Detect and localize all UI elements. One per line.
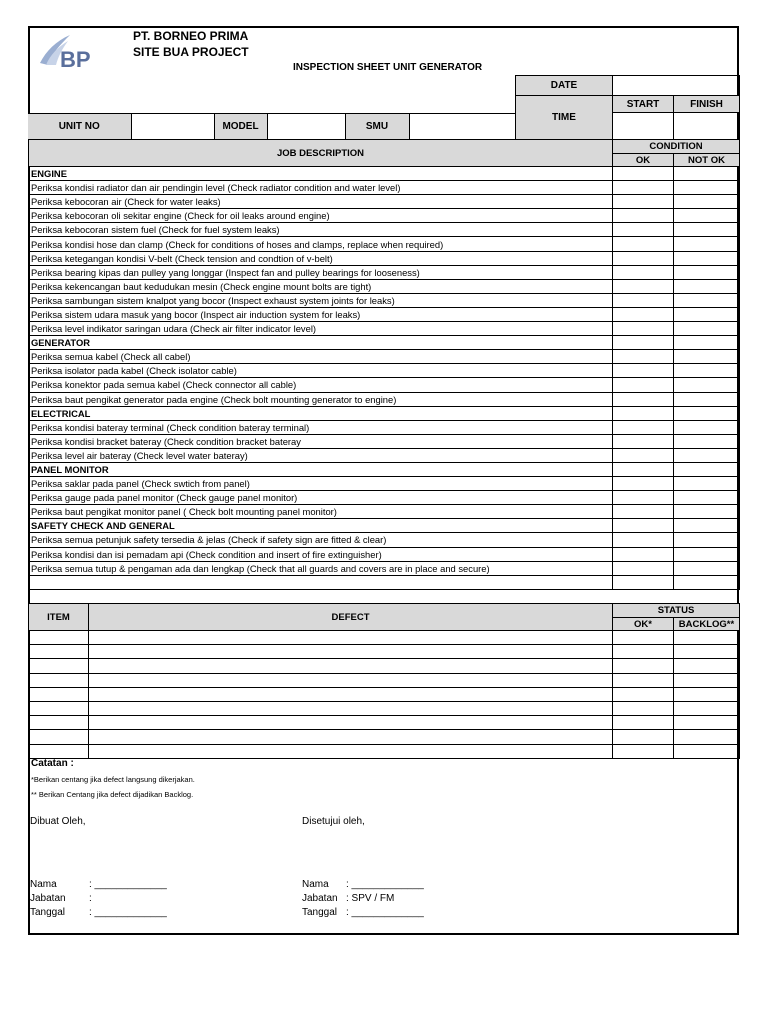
checklist-row	[29, 533, 740, 547]
not-ok-checkbox-cell[interactable]	[674, 350, 740, 364]
checklist-item-text: Periksa bearing kipas dan pulley yang longgar (Inspect fan and pulley bearings for looseness)	[29, 265, 613, 279]
item-cell[interactable]	[29, 716, 89, 730]
left-nama-row	[30, 879, 167, 890]
ok-checkbox-cell[interactable]	[613, 491, 674, 505]
defect-cell[interactable]	[89, 744, 613, 758]
defect-row	[29, 673, 740, 687]
checklist-item-text: Periksa kondisi dan isi pemadam api (Check condition and insert of fire extinguisher)	[29, 547, 613, 561]
defect-cell[interactable]	[89, 701, 613, 715]
right-tanggal-value[interactable]: : _____________	[346, 907, 424, 918]
checklist-item-text: Periksa kondisi bracket bateray (Check condition bracket bateray	[29, 434, 613, 448]
defect-table	[28, 603, 740, 759]
checklist-row	[29, 561, 740, 575]
right-jabatan-value[interactable]: : SPV / FM	[346, 893, 395, 904]
ok-checkbox-cell	[613, 462, 674, 476]
right-jabatan-row	[302, 893, 394, 904]
right-jabatan-label: Jabatan	[302, 893, 338, 904]
ok-checkbox-cell[interactable]	[613, 505, 674, 519]
status-backlog-cell[interactable]	[674, 744, 740, 758]
not-ok-checkbox-cell[interactable]	[674, 575, 740, 589]
unit-info-row	[28, 113, 515, 140]
defect-row	[29, 631, 740, 645]
section-row	[29, 167, 740, 181]
status-backlog-cell[interactable]	[674, 687, 740, 701]
checklist-item-text: Periksa level indikator saringan udara (Check air filter indicator level)	[29, 322, 613, 336]
condition-header: CONDITION	[613, 140, 740, 154]
ok-checkbox-cell[interactable]	[613, 293, 674, 307]
ok-checkbox-cell[interactable]	[613, 378, 674, 392]
item-cell[interactable]	[29, 631, 89, 645]
defect-cell[interactable]	[89, 673, 613, 687]
header-table	[28, 75, 740, 140]
model-field[interactable]	[267, 113, 345, 139]
checklist-item-text: Periksa sistem udara masuk yang bocor (Inspect air induction system for leaks)	[29, 307, 613, 321]
not-ok-checkbox-cell[interactable]	[674, 181, 740, 195]
status-ok-cell[interactable]	[613, 701, 674, 715]
status-backlog-cell[interactable]	[674, 645, 740, 659]
checklist-row	[29, 434, 740, 448]
checklist-row	[29, 223, 740, 237]
left-tanggal-value[interactable]: : _____________	[89, 907, 167, 918]
section-row	[29, 336, 740, 350]
section-title: ENGINE	[29, 167, 613, 181]
checklist-row	[29, 448, 740, 462]
checklist-row	[29, 392, 740, 406]
checklist-item-text: Periksa semua petunjuk safety tersedia & jelas (Check if safety sign are fitted & clear)	[29, 533, 613, 547]
not-ok-checkbox-cell	[674, 336, 740, 350]
defect-row	[29, 716, 740, 730]
checklist-row	[29, 251, 740, 265]
ok-checkbox-cell	[613, 167, 674, 181]
item-cell[interactable]	[29, 673, 89, 687]
ok-checkbox-cell[interactable]	[613, 265, 674, 279]
defect-row	[29, 701, 740, 715]
not-ok-checkbox-cell[interactable]	[674, 448, 740, 462]
status-ok-cell[interactable]	[613, 673, 674, 687]
company-block	[133, 28, 249, 60]
defect-header: DEFECT	[89, 604, 613, 631]
ok-checkbox-cell[interactable]	[613, 477, 674, 491]
ok-checkbox-cell[interactable]	[613, 209, 674, 223]
checklist-row	[29, 181, 740, 195]
job-description-header: JOB DESCRIPTION	[29, 140, 613, 167]
checklist-item-text: Periksa kondisi radiator dan air pendingin level (Check radiator condition and water level)	[29, 181, 613, 195]
defect-cell[interactable]	[89, 645, 613, 659]
item-header: ITEM	[29, 604, 89, 631]
note-backlog: ** Berikan Centang jika defect dijadikan Backlog.	[31, 790, 194, 799]
item-cell[interactable]	[29, 744, 89, 758]
status-backlog-cell[interactable]	[674, 716, 740, 730]
ok-checkbox-cell	[613, 336, 674, 350]
date-label: DATE	[516, 76, 613, 96]
left-tanggal-row	[30, 907, 167, 918]
status-backlog-cell[interactable]	[674, 730, 740, 744]
not-ok-checkbox-cell[interactable]	[674, 420, 740, 434]
item-cell[interactable]	[29, 687, 89, 701]
start-label: START	[613, 96, 674, 113]
checklist-item-text: Periksa kondisi hose dan clamp (Check for conditions of hoses and clamps, replace when required)	[29, 237, 613, 251]
item-cell[interactable]	[29, 730, 89, 744]
not-ok-checkbox-cell[interactable]	[674, 322, 740, 336]
checklist-item-text: Periksa kebocoran sistem fuel (Check for fuel system leaks)	[29, 223, 613, 237]
checklist-item-text: Periksa level air bateray (Check level water bateray)	[29, 448, 613, 462]
ok-checkbox-cell[interactable]	[613, 350, 674, 364]
ok-checkbox-cell[interactable]	[613, 434, 674, 448]
item-cell[interactable]	[29, 645, 89, 659]
checklist-row	[29, 420, 740, 434]
section-title: GENERATOR	[29, 336, 613, 350]
ok-checkbox-cell	[613, 406, 674, 420]
ok-checkbox-cell[interactable]	[613, 181, 674, 195]
right-tanggal-label: Tanggal	[302, 907, 338, 918]
checklist-item-text: Periksa sambungan sistem knalpot yang bocor (Inspect exhaust system joints for leaks)	[29, 293, 613, 307]
status-ok-cell[interactable]	[613, 687, 674, 701]
section-row	[29, 519, 740, 533]
section-title: PANEL MONITOR	[29, 462, 613, 476]
logo-text: BP	[60, 47, 91, 71]
bp-logo	[36, 31, 106, 71]
ok-checkbox-cell[interactable]	[613, 448, 674, 462]
section-row	[29, 406, 740, 420]
not-ok-checkbox-cell[interactable]	[674, 547, 740, 561]
checklist-row	[29, 505, 740, 519]
not-ok-header: NOT OK	[674, 154, 740, 167]
not-ok-checkbox-cell	[674, 406, 740, 420]
ok-checkbox-cell[interactable]	[613, 392, 674, 406]
checklist-item-text	[29, 575, 613, 589]
status-header: STATUS	[613, 604, 740, 618]
ok-checkbox-cell[interactable]	[613, 279, 674, 293]
notes-title: Catatan :	[31, 758, 74, 769]
defect-cell[interactable]	[89, 631, 613, 645]
not-ok-checkbox-cell[interactable]	[674, 209, 740, 223]
notes-section	[31, 758, 195, 799]
status-backlog-cell[interactable]	[674, 673, 740, 687]
job-description-table	[28, 139, 740, 590]
checklist-item-text: Periksa semua tutup & pengaman ada dan lengkap (Check that all guards and covers are in place and secure)	[29, 561, 613, 575]
checklist-row	[29, 209, 740, 223]
status-backlog-cell[interactable]	[674, 631, 740, 645]
not-ok-checkbox-cell	[674, 462, 740, 476]
status-ok-header: OK*	[613, 618, 674, 631]
not-ok-checkbox-cell[interactable]	[674, 223, 740, 237]
status-backlog-cell[interactable]	[674, 701, 740, 715]
status-ok-cell[interactable]	[613, 645, 674, 659]
defect-cell[interactable]	[89, 716, 613, 730]
defect-row	[29, 730, 740, 744]
status-backlog-cell[interactable]	[674, 659, 740, 673]
created-by-heading: Dibuat Oleh,	[30, 816, 86, 827]
defect-row	[29, 744, 740, 758]
time-label: TIME	[516, 96, 613, 140]
defect-row	[29, 687, 740, 701]
not-ok-checkbox-cell	[674, 519, 740, 533]
ok-header: OK	[613, 154, 674, 167]
item-cell[interactable]	[29, 659, 89, 673]
approved-by-heading: Disetujui oleh,	[302, 816, 365, 827]
checklist-item-text: Periksa kondisi bateray terminal (Check condition bateray terminal)	[29, 420, 613, 434]
not-ok-checkbox-cell[interactable]	[674, 392, 740, 406]
section-row	[29, 462, 740, 476]
checklist-row	[29, 364, 740, 378]
ok-checkbox-cell[interactable]	[613, 547, 674, 561]
checklist-row	[29, 547, 740, 561]
ok-checkbox-cell[interactable]	[613, 237, 674, 251]
ok-checkbox-cell[interactable]	[613, 307, 674, 321]
left-jabatan-value[interactable]: :	[89, 893, 92, 904]
right-nama-row	[302, 879, 424, 890]
checklist-item-text: Periksa baut pengikat monitor panel ( Check bolt mounting panel monitor)	[29, 505, 613, 519]
checklist-item-text: Periksa kebocoran air (Check for water leaks)	[29, 195, 613, 209]
not-ok-checkbox-cell[interactable]	[674, 279, 740, 293]
defect-cell[interactable]	[89, 730, 613, 744]
ok-checkbox-cell[interactable]	[613, 420, 674, 434]
status-ok-cell[interactable]	[613, 716, 674, 730]
ok-checkbox-cell	[613, 519, 674, 533]
checklist-row	[29, 378, 740, 392]
ok-checkbox-cell[interactable]	[613, 364, 674, 378]
left-jabatan-label: Jabatan	[30, 893, 66, 904]
not-ok-checkbox-cell[interactable]	[674, 307, 740, 321]
checklist-row	[29, 307, 740, 321]
item-cell[interactable]	[29, 701, 89, 715]
checklist-row	[29, 322, 740, 336]
left-nama-label: Nama	[30, 879, 57, 890]
company-name: PT. BORNEO PRIMA	[133, 29, 249, 43]
not-ok-checkbox-cell	[674, 167, 740, 181]
not-ok-checkbox-cell[interactable]	[674, 293, 740, 307]
smu-label: SMU	[345, 113, 409, 139]
right-tanggal-row	[302, 907, 424, 918]
ok-checkbox-cell[interactable]	[613, 251, 674, 265]
ok-checkbox-cell[interactable]	[613, 195, 674, 209]
not-ok-checkbox-cell[interactable]	[674, 364, 740, 378]
checklist-row	[29, 265, 740, 279]
checklist-item-text: Periksa baut pengikat generator pada engine (Check bolt mounting generator to engine)	[29, 392, 613, 406]
left-tanggal-label: Tanggal	[30, 907, 66, 918]
checklist-row	[29, 195, 740, 209]
not-ok-checkbox-cell[interactable]	[674, 434, 740, 448]
finish-label: FINISH	[674, 96, 740, 113]
not-ok-checkbox-cell[interactable]	[674, 533, 740, 547]
status-ok-cell[interactable]	[613, 744, 674, 758]
status-ok-cell[interactable]	[613, 659, 674, 673]
checklist-row	[29, 491, 740, 505]
not-ok-checkbox-cell[interactable]	[674, 477, 740, 491]
left-nama-value[interactable]: : _____________	[89, 879, 167, 890]
checklist-row	[29, 293, 740, 307]
ok-checkbox-cell[interactable]	[613, 533, 674, 547]
start-time-field[interactable]	[613, 113, 674, 140]
not-ok-checkbox-cell[interactable]	[674, 505, 740, 519]
checklist-item-text: Periksa ketegangan kondisi V-belt (Check tension and condtion of v-belt)	[29, 251, 613, 265]
checklist-item-text: Periksa kekencangan baut kedudukan mesin (Check engine mount bolts are tight)	[29, 279, 613, 293]
not-ok-checkbox-cell[interactable]	[674, 195, 740, 209]
checklist-row	[29, 237, 740, 251]
document-title: INSPECTION SHEET UNIT GENERATOR	[293, 62, 483, 73]
checklist-row	[29, 350, 740, 364]
note-ok: *Berikan centang jika defect langsung dikerjakan.	[31, 775, 195, 784]
finish-time-field[interactable]	[674, 113, 740, 140]
smu-field[interactable]	[409, 113, 515, 139]
ok-checkbox-cell[interactable]	[613, 322, 674, 336]
unit-no-field[interactable]	[131, 113, 214, 139]
date-field[interactable]	[613, 76, 740, 96]
model-label: MODEL	[214, 113, 267, 139]
not-ok-checkbox-cell[interactable]	[674, 561, 740, 575]
checklist-item-text: Periksa semua kabel (Check all cabel)	[29, 350, 613, 364]
status-ok-cell[interactable]	[613, 730, 674, 744]
ok-checkbox-cell[interactable]	[613, 575, 674, 589]
checklist-row	[29, 477, 740, 491]
defect-cell[interactable]	[89, 687, 613, 701]
section-title: SAFETY CHECK AND GENERAL	[29, 519, 613, 533]
checklist-item-text: Periksa kebocoran oli sekitar engine (Check for oil leaks around engine)	[29, 209, 613, 223]
right-nama-label: Nama	[302, 879, 329, 890]
checklist-row	[29, 575, 740, 589]
site-name: SITE BUA PROJECT	[133, 45, 249, 59]
defect-row	[29, 645, 740, 659]
checklist-item-text: Periksa isolator pada kabel (Check isolator cable)	[29, 364, 613, 378]
right-nama-value[interactable]: : _____________	[346, 879, 424, 890]
status-backlog-header: BACKLOG**	[674, 618, 740, 631]
not-ok-checkbox-cell[interactable]	[674, 378, 740, 392]
status-ok-cell[interactable]	[613, 631, 674, 645]
not-ok-checkbox-cell[interactable]	[674, 237, 740, 251]
section-title: ELECTRICAL	[29, 406, 613, 420]
not-ok-checkbox-cell[interactable]	[674, 251, 740, 265]
checklist-item-text: Periksa saklar pada panel (Check swtich from panel)	[29, 477, 613, 491]
checklist-item-text: Periksa konektor pada semua kabel (Check connector all cable)	[29, 378, 613, 392]
ok-checkbox-cell[interactable]	[613, 561, 674, 575]
ok-checkbox-cell[interactable]	[613, 223, 674, 237]
left-jabatan-row	[30, 893, 92, 904]
checklist-item-text: Periksa gauge pada panel monitor (Check gauge panel monitor)	[29, 491, 613, 505]
defect-row	[29, 659, 740, 673]
defect-cell[interactable]	[89, 659, 613, 673]
checklist-row	[29, 279, 740, 293]
unit-no-label: UNIT NO	[28, 113, 131, 139]
not-ok-checkbox-cell[interactable]	[674, 491, 740, 505]
not-ok-checkbox-cell[interactable]	[674, 265, 740, 279]
